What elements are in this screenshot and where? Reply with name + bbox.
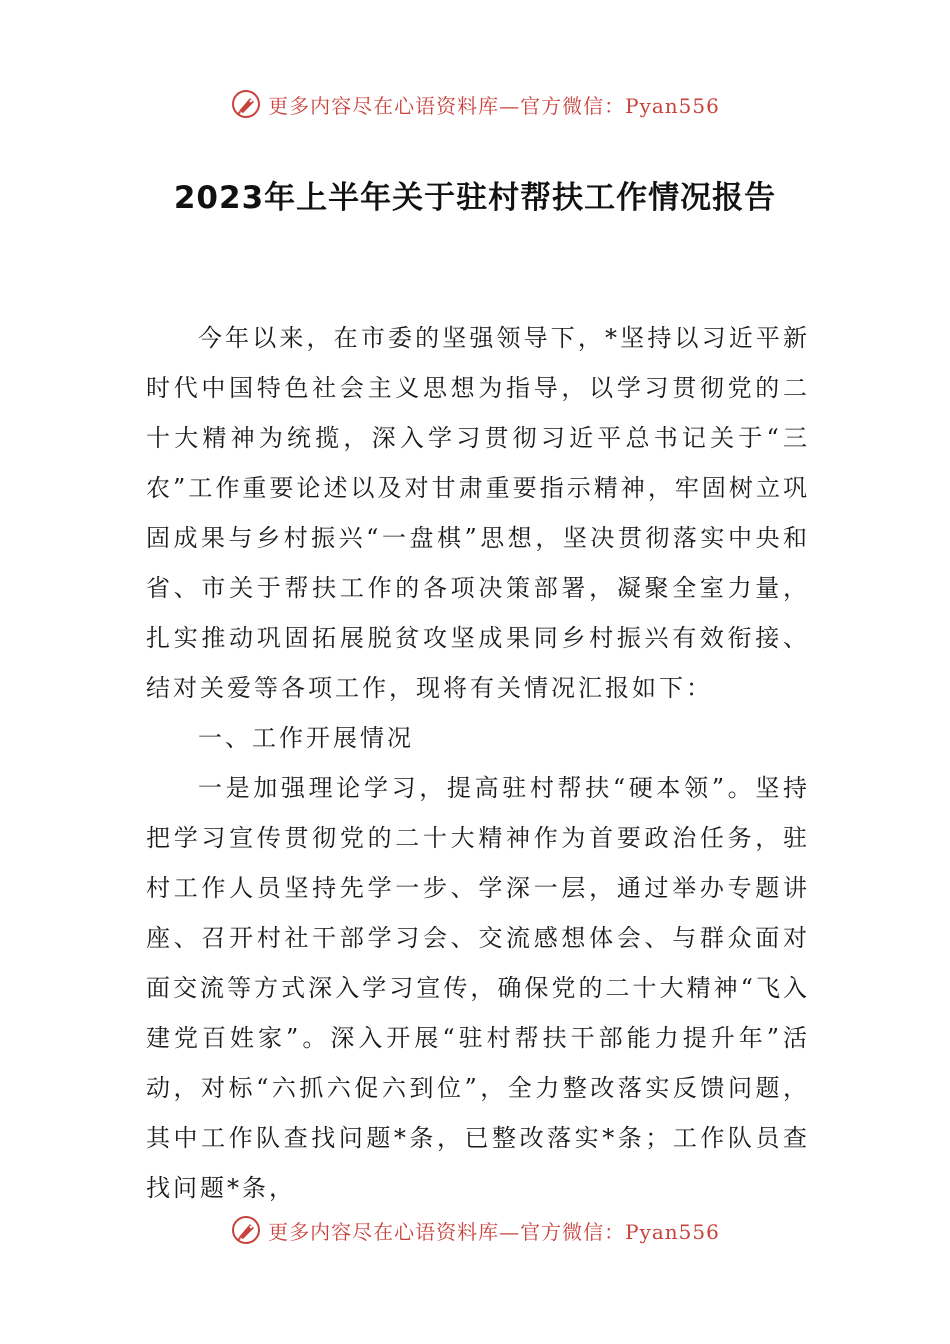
footer-banner <box>0 1210 950 1250</box>
page-title: 2023年上半年关于驻村帮扶工作情况报告 <box>173 180 777 216</box>
paragraph-intro: 今年以来，在市委的坚强领导下，*坚持以习近平新时代中国特色社会主义思想为指导，以学习贯彻党的二十大精神为统揽，深入学习贯彻习近平总书记关于“三农”工作重要论述以及对甘肃重要指示精神，牢固树立巩固成果与乡村振兴“一盘棋”思想，坚决贯彻落实中央和省、市关于帮扶工作的各项决策部署，凝聚全室力量，扎实推动巩固拓展脱贫攻坚成果同乡村振兴有效衔接、结对关爱等各项工作，现将有关情况汇报如下： <box>146 324 810 702</box>
section-heading: 一、工作开展情况 <box>198 724 414 752</box>
banner-text: 更多内容尽在心语资料库—官方微信：Pyan556 <box>268 93 720 118</box>
header-banner <box>0 84 950 124</box>
paragraph-theory-study: 一是加强理论学习，提高驻村帮扶“硬本领”。坚持把学习宣传贯彻党的二十大精神作为首要政治任务，驻村工作人员坚持先学一步、学深一层，通过举办专题讲座、召开村社干部学习会、交流感想体会、与群众面对面交流等方式深入学习宣传，确保党的二十大精神“飞入建党百姓家”。深入开展“驻村帮扶干部能力提升年”活动，对标“六抓六促六到位”，全力整改落实反馈问题，其中工作队查找问题*条，已整改落实*条；工作队员查找问题*条， <box>146 774 810 1202</box>
banner-text: 更多内容尽在心语资料库—官方微信：Pyan556 <box>268 1219 720 1244</box>
pen-nib-logo-icon <box>230 88 262 120</box>
pen-nib-logo-icon <box>230 1214 262 1246</box>
document-body <box>146 313 810 1213</box>
